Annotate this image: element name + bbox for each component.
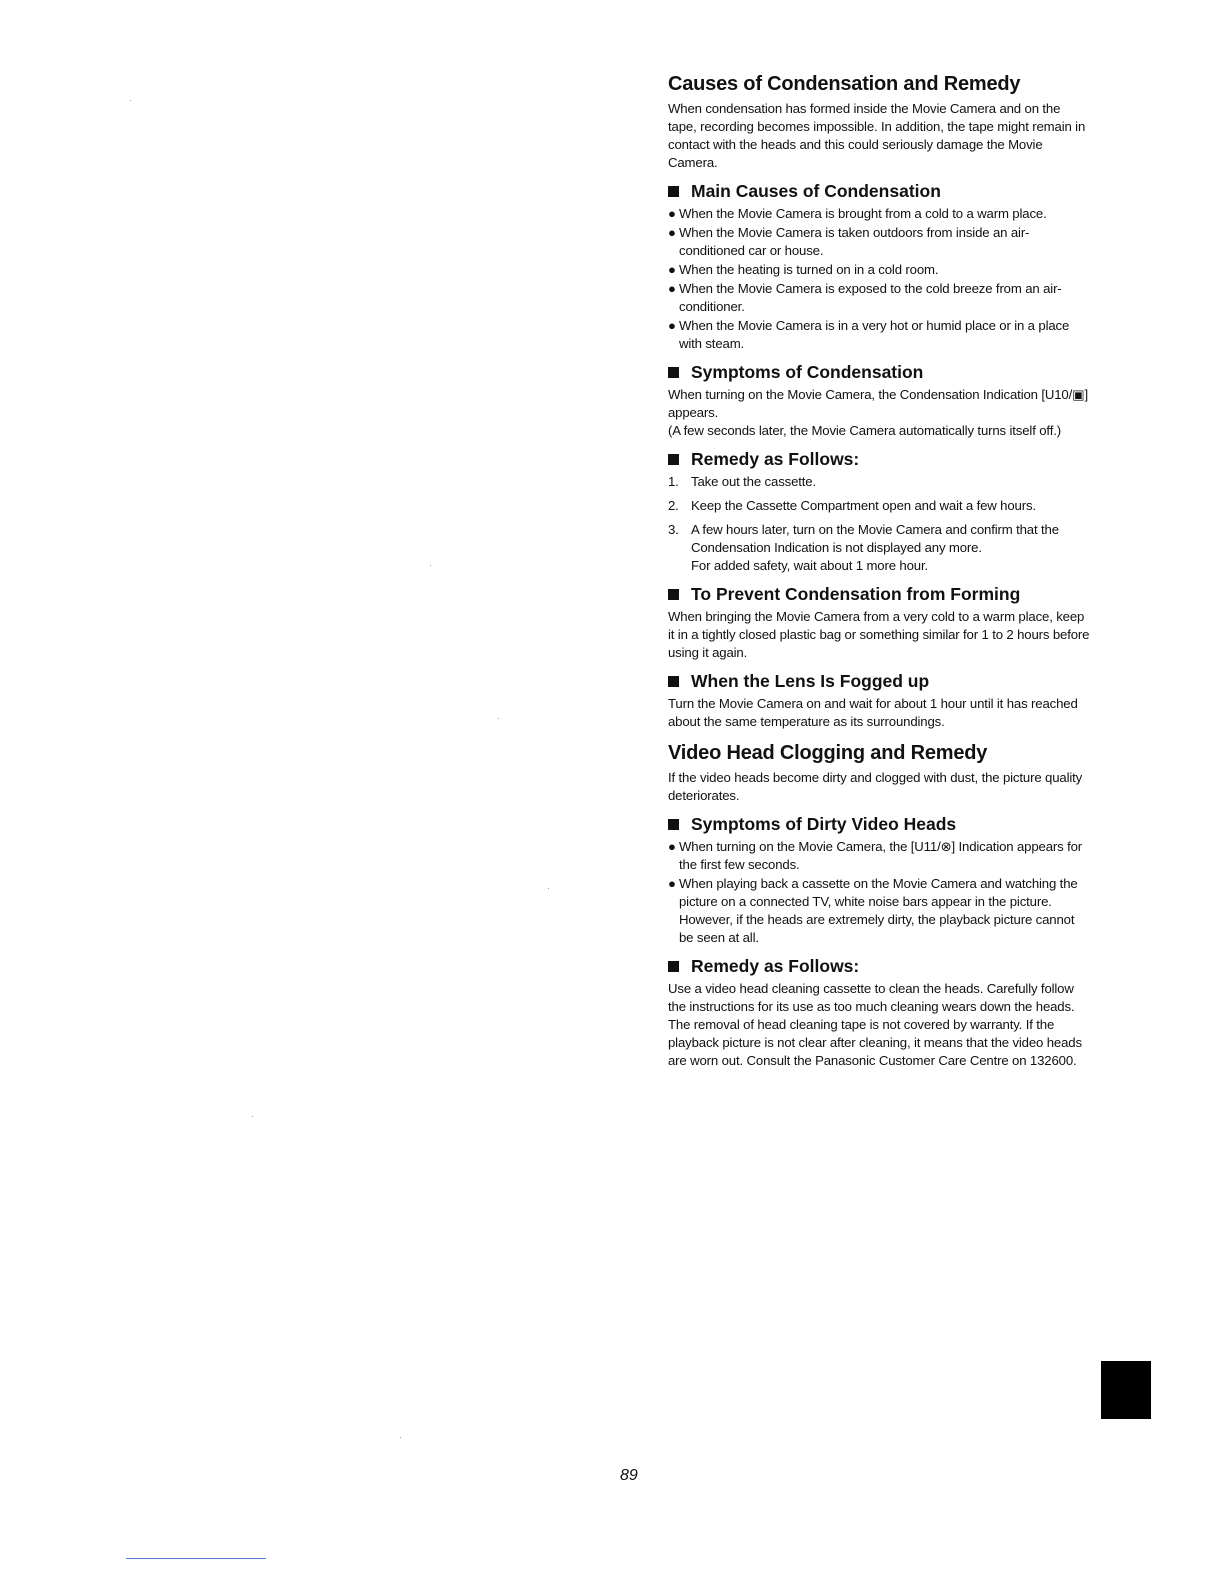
bullet-dot-icon: ● bbox=[668, 318, 676, 333]
list-item: ● When the Movie Camera is brought from a cold to a warm place. bbox=[668, 206, 1047, 221]
heading-lens-fogged: When the Lens Is Fogged up bbox=[668, 671, 1092, 692]
list-item: ● When the heating is turned on in a cold room. bbox=[668, 262, 939, 277]
square-bullet-icon bbox=[668, 367, 679, 378]
heading-main-causes: Main Causes of Condensation bbox=[668, 181, 1092, 202]
symptoms-text: When turning on the Movie Camera, the Condensation Indication [U10/▣] appears. bbox=[668, 387, 1088, 420]
clogging-intro: If the video heads become dirty and clogged with dust, the picture quality deteriorates. bbox=[668, 770, 1083, 803]
bullet-dot-icon: ● bbox=[668, 281, 676, 296]
list-item: ● When the Movie Camera is in a very hot or humid place or in a place with steam. bbox=[668, 318, 1070, 351]
square-bullet-icon bbox=[668, 961, 679, 972]
heading-symptoms-dirty-heads: Symptoms of Dirty Video Heads bbox=[668, 814, 1092, 835]
symptoms-note: (A few seconds later, the Movie Camera automatically turns itself off.) bbox=[668, 423, 1061, 438]
list-item: ● When the Movie Camera is taken outdoors from inside an air-conditioned car or house. bbox=[668, 225, 1030, 258]
page-number: 89 bbox=[620, 1467, 638, 1484]
list-item: 2. Keep the Cassette Compartment open and wait a few hours. bbox=[668, 498, 1036, 513]
bullet-dot-icon: ● bbox=[668, 876, 676, 891]
square-bullet-icon bbox=[668, 186, 679, 197]
scan-speck bbox=[400, 1437, 401, 1438]
list-item: ● When playing back a cassette on the Movie Camera and watching the picture on a connected TV, white noise bars appear in the picture. However, if the heads are extremely dirty, the playback picture cannot be seen at all. bbox=[668, 876, 1078, 945]
list-item: ● When turning on the Movie Camera, the [U11/⊗] Indication appears for the first few seconds. bbox=[668, 839, 1083, 872]
list-item: ● When the Movie Camera is exposed to the cold breeze from an air-conditioner. bbox=[668, 281, 1062, 314]
section-title-condensation: Causes of Condensation and Remedy bbox=[668, 73, 1021, 95]
list-item: 3. A few hours later, turn on the Movie Camera and confirm that the Condensation Indication is not displayed any more. For added safety, wait about 1 more hour. bbox=[668, 522, 1059, 573]
bullet-dot-icon: ● bbox=[668, 839, 676, 854]
section-title-clogging: Video Head Clogging and Remedy bbox=[668, 742, 988, 764]
scan-speck bbox=[548, 888, 549, 889]
scan-speck bbox=[130, 100, 131, 101]
scan-speck bbox=[498, 718, 499, 719]
heading-remedy-condensation: Remedy as Follows: bbox=[668, 449, 1092, 470]
main-causes-list bbox=[668, 205, 1092, 353]
prevent-text: When bringing the Movie Camera from a very cold to a warm place, keep it in a tightly closed plastic bag or something similar for 1 to 2 hours before using it again. bbox=[668, 609, 1090, 660]
clogging-remedy-text: Use a video head cleaning cassette to clean the heads. Carefully follow the instructions for its use as too much cleaning wears down the heads. The removal of head cleaning tape is not covered by warranty. If the playback picture is not clear after cleaning, it means that the video heads are worn out. Consult the Panasonic Customer Care Centre on 132600. bbox=[668, 981, 1082, 1068]
bullet-dot-icon: ● bbox=[668, 206, 676, 221]
list-item: 1. Take out the cassette. bbox=[668, 474, 816, 489]
heading-remedy-clogging: Remedy as Follows: bbox=[668, 956, 1092, 977]
square-bullet-icon bbox=[668, 676, 679, 687]
bullet-dot-icon: ● bbox=[668, 262, 676, 277]
heading-symptoms-condensation: Symptoms of Condensation bbox=[668, 362, 1092, 383]
condensation-intro: When condensation has formed inside the Movie Camera and on the tape, recording becomes impossible. In addition, the tape might remain in contact with the heads and this could seriously damage the Movie Camera. bbox=[668, 101, 1086, 170]
section-tab-marker bbox=[1101, 1361, 1151, 1419]
lens-text: Turn the Movie Camera on and wait for about 1 hour until it has reached about the same temperature as its surroundings. bbox=[668, 696, 1078, 729]
scan-speck bbox=[252, 1116, 253, 1117]
square-bullet-icon bbox=[668, 454, 679, 465]
square-bullet-icon bbox=[668, 589, 679, 600]
square-bullet-icon bbox=[668, 819, 679, 830]
remedy-steps bbox=[668, 473, 1092, 575]
dirty-heads-symptoms-list bbox=[668, 838, 1092, 947]
heading-prevent-condensation: To Prevent Condensation from Forming bbox=[668, 584, 1092, 605]
bullet-dot-icon: ● bbox=[668, 225, 676, 240]
footer-rule bbox=[126, 1558, 266, 1559]
scan-speck bbox=[430, 565, 431, 566]
content-column bbox=[668, 72, 1092, 1070]
